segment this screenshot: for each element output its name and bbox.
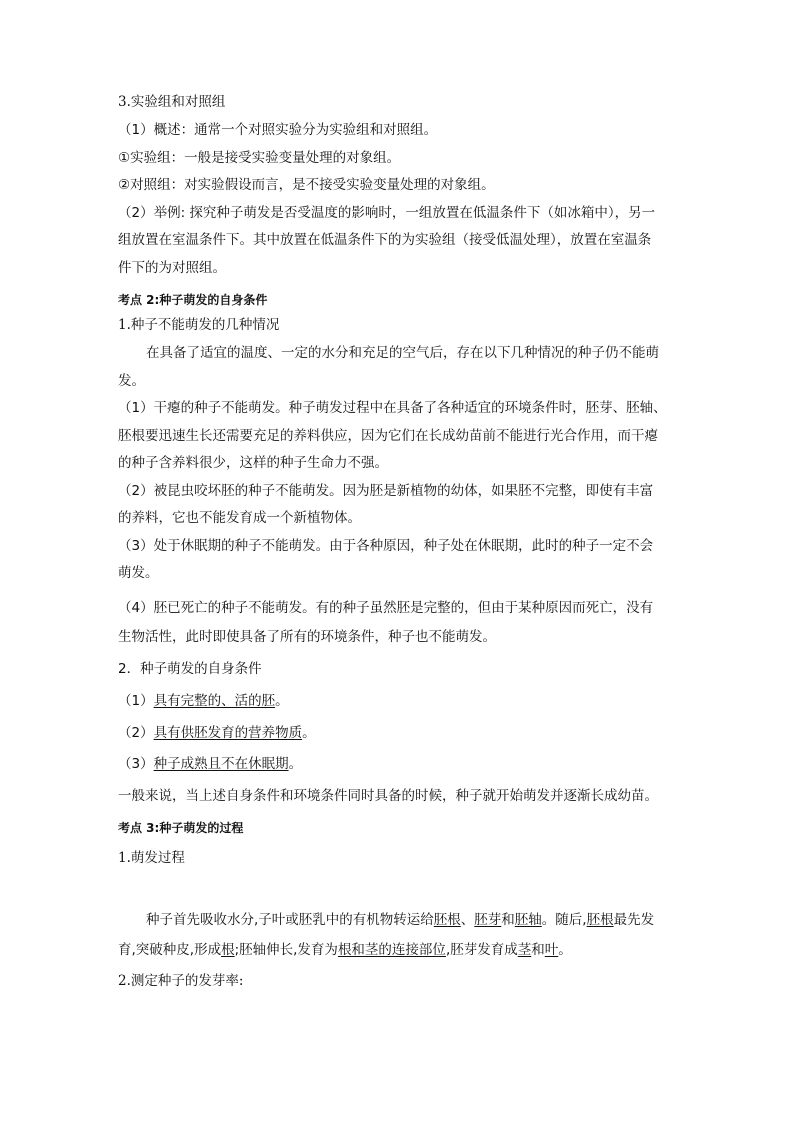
- process-l2-u2: 根和茎的连接部位: [337, 942, 446, 958]
- section3-title: 3.实验组和对照组: [118, 94, 226, 110]
- process-l2-u3: 茎: [517, 942, 532, 958]
- kaodian2-sub2: 2．种子萌发的自身条件: [118, 661, 262, 677]
- condition-2: [118, 723, 316, 743]
- kaodian3-sub2: 2.测定种子的发芽率:: [118, 973, 244, 989]
- condition-1-answer: 具有完整的、活的胚: [153, 693, 276, 709]
- condition-2-end: 。: [302, 725, 316, 741]
- condition-3: [118, 754, 302, 774]
- process-l2-u4: 叶: [544, 942, 559, 958]
- process-l2-a: 育,突破种皮,形成: [118, 942, 222, 958]
- intro-line-2: 发。: [118, 373, 145, 389]
- process-l1-u4: 胚根: [586, 912, 614, 928]
- process-l1-d: 。随后,: [541, 912, 587, 928]
- experimental-group-line: ①实验组：一般是接受实验变量处理的对象组。: [118, 150, 401, 166]
- process-l2-b: ;胚轴伸长,发育为: [234, 942, 338, 958]
- kaodian2-heading: 考点 2:种子萌发的自身条件: [118, 293, 268, 307]
- p2-line-2: 的养料，它也不能发育成一个新植物体。: [118, 510, 361, 526]
- p4-line-2: 生物活性，此时即使具备了所有的环境条件，种子也不能萌发。: [118, 629, 496, 645]
- process-l1-u3: 胚轴: [514, 912, 542, 928]
- process-l2-c: ,胚芽发育成: [445, 942, 518, 958]
- kaodian2-sub1: 1.种子不能萌发的几种情况: [118, 317, 280, 333]
- p2-line-1: （2）被昆虫咬坏胚的种子不能萌发。因为胚是新植物的幼体，如果胚不完整，即使有丰富: [118, 483, 654, 499]
- condition-1-prefix: （1）: [118, 693, 154, 709]
- condition-1: [118, 691, 289, 711]
- process-l2-d: 和: [531, 942, 545, 958]
- process-l1-u2: 胚芽: [474, 912, 502, 928]
- summary-line: 一般来说，当上述自身条件和环境条件同时具备的时候，种子就开始萌发并逐渐长成幼苗。: [118, 788, 658, 804]
- process-l1-b: 、: [460, 912, 475, 928]
- process-line-2: [118, 940, 572, 960]
- p1-line-3: 的种子含养料很少，这样的种子生命力不强。: [118, 455, 388, 471]
- process-line-1: [146, 910, 654, 930]
- condition-3-answer: 种子成熟且不在休眠期: [153, 756, 289, 772]
- process-l1-a: 种子首先吸收水分,子叶或胚乳中的有机物转运给: [146, 912, 434, 928]
- kaodian3-sub1: 1.萌发过程: [118, 850, 185, 866]
- process-l2-e: 。: [558, 942, 572, 958]
- kaodian3-heading: 考点 3:种子萌发的过程: [118, 821, 244, 835]
- control-group-line: ②对照组：对实验假设而言，是不接受实验变量处理的对象组。: [118, 177, 495, 193]
- example-line-2: 组放置在室温条件下。其中放置在低温条件下的为实验组（接受低温处理），放置在室温条: [118, 232, 652, 248]
- process-l1-c: 和: [501, 912, 515, 928]
- p1-line-2: 胚根要迅速生长还需要充足的养料供应，因为它们在长成幼苗前不能进行光合作用，而干瘪: [118, 428, 658, 444]
- p3-line-2: 萌发。: [118, 565, 159, 581]
- p3-line-1: （3）处于休眠期的种子不能萌发。由于各种原因，种子处在休眠期，此时的种子一定不会: [118, 538, 654, 554]
- process-l1-e: 最先发: [613, 912, 655, 928]
- p4-line-1: （4）胚已死亡的种子不能萌发。有的种子虽然胚是完整的，但由于某种原因而死亡，没有: [118, 600, 654, 616]
- process-l1-u1: 胚根: [433, 912, 461, 928]
- p1-line-1: （1）干瘪的种子不能萌发。种子萌发过程中在具备了各种适宜的环境条件时，胚芽、胚轴、: [118, 400, 667, 416]
- example-line-1: （2）举例: 探究种子萌发是否受温度的影响时，一组放置在低温条件下（如冰箱中），另一: [118, 205, 656, 221]
- condition-2-answer: 具有供胚发育的营养物质: [153, 725, 303, 741]
- condition-2-prefix: （2）: [118, 725, 154, 741]
- intro-line-1: 在具备了适宜的温度、一定的水分和充足的空气后，存在以下几种情况的种子仍不能萌: [146, 345, 659, 361]
- condition-3-prefix: （3）: [118, 756, 154, 772]
- condition-1-end: 。: [275, 693, 289, 709]
- condition-3-end: 。: [288, 756, 303, 772]
- example-line-3: 件下的为对照组。: [118, 260, 226, 276]
- overview-line: （1）概述：通常一个对照实验分为实验组和对照组。: [118, 122, 438, 138]
- process-l2-u1: 根: [221, 942, 235, 958]
